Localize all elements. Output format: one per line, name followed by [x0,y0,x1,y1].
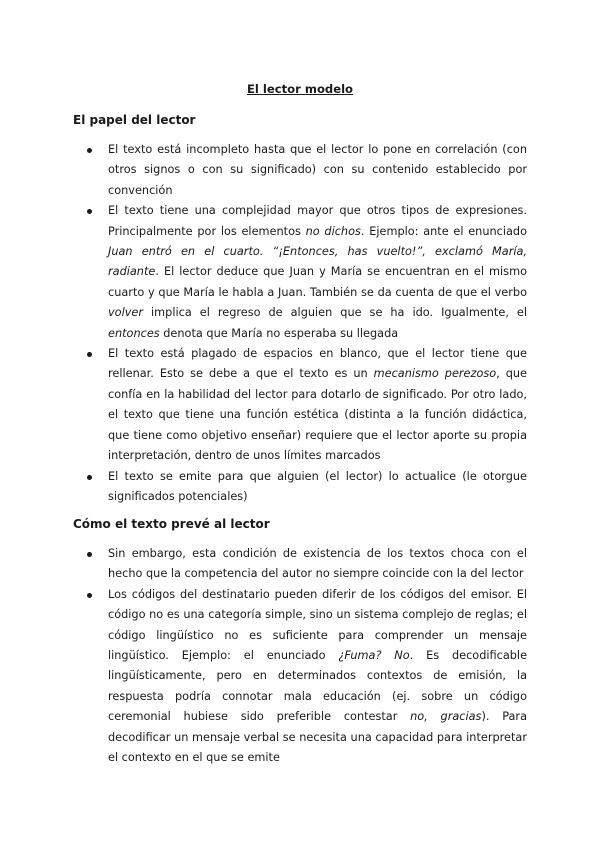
list-item [108,544,527,585]
section-heading-como-el-texto-preve: Cómo el texto prevé al lector [73,517,270,531]
text-run: . El lector deduce que Juan y María se encuentran en el mismo cuarto y que María le habla a Juan. También se da cuenta de que el verbo [108,265,527,299]
bullet-icon [87,475,92,480]
italic-text: no dichos [305,224,361,238]
section-heading-papel-del-lector: El papel del lector [73,113,196,127]
list-item [108,201,527,344]
italic-text: entonces [108,326,160,340]
bullet-icon [87,209,92,214]
list-item [108,585,527,769]
italic-text: ¿Fuma? No [338,649,410,663]
list-item [108,344,527,466]
text-run: , que confía en la habilidad del lector para dotarlo de significado. Por otro lado, el texto que tiene una función estética (distinta a la función didáctica, que tiene como objetivo enseñar) requiere que el lector aporte su propia interpretación, dentro de unos límites marcados [108,367,527,463]
text-run: El texto tiene una complejidad mayor que otros tipos de expresiones. Principalmente por los elementos [108,204,527,238]
italic-text: volver [108,306,144,320]
bullet-list-como-el-texto-preve [108,544,527,768]
bullet-icon [87,148,92,153]
text-run: . Es decodificable lingüísticamente, pero en determinados contextos de emisión, la respuesta podría connotar mala educación (ej. sobre un código ceremonial hubiese sido preferible contestar [108,649,528,724]
text-run: Sin embargo, esta condición de existencia de los textos choca con el hecho que la competencia del autor no siempre coincide con la del lector [108,547,527,581]
italic-text: no, gracias [410,710,482,724]
text-run: ). Para decodificar un mensaje verbal se necesita una capacidad para interpretar el contexto en el que se emite [108,710,528,765]
bullet-icon [87,593,92,598]
list-item [108,140,527,201]
list-item [108,467,527,508]
text-run: implica el regreso de alguien que se ha ido. Igualmente, el [143,306,527,320]
bullet-icon [87,552,92,557]
text-run: denota que María no esperaba su llegada [159,326,399,340]
text-run: El texto está plagado de espacios en blanco, que el lector tiene que rellenar. Esto se debe a que el texto es un [108,347,527,381]
bullet-icon [87,352,92,357]
italic-text: mecanismo perezoso [373,367,497,381]
text-run: El texto está incompleto hasta que el lector lo pone en correlación (con otros signos o con su significado) con su contenido establecido por convención [108,143,527,197]
italic-text: Juan entró en el cuarto. “¡Entonces, has vuelto!”, exclamó María, radiante [108,245,527,279]
text-run: . Ejemplo: ante el enunciado [360,224,527,238]
bullet-list-papel-del-lector [108,140,527,507]
text-run: El texto se emite para que alguien (el lector) lo actualice (le otorgue significados potenciales) [108,469,527,503]
text-run: Los códigos del destinatario pueden diferir de los códigos del emisor. El código no es una categoría simple, sino un sistema complejo de reglas; el código lingüístico no es suficiente para comprender un mensaje lingüístico. Ejemplo: el enunciado [108,587,527,663]
document-title: El lector modelo [246,82,354,96]
